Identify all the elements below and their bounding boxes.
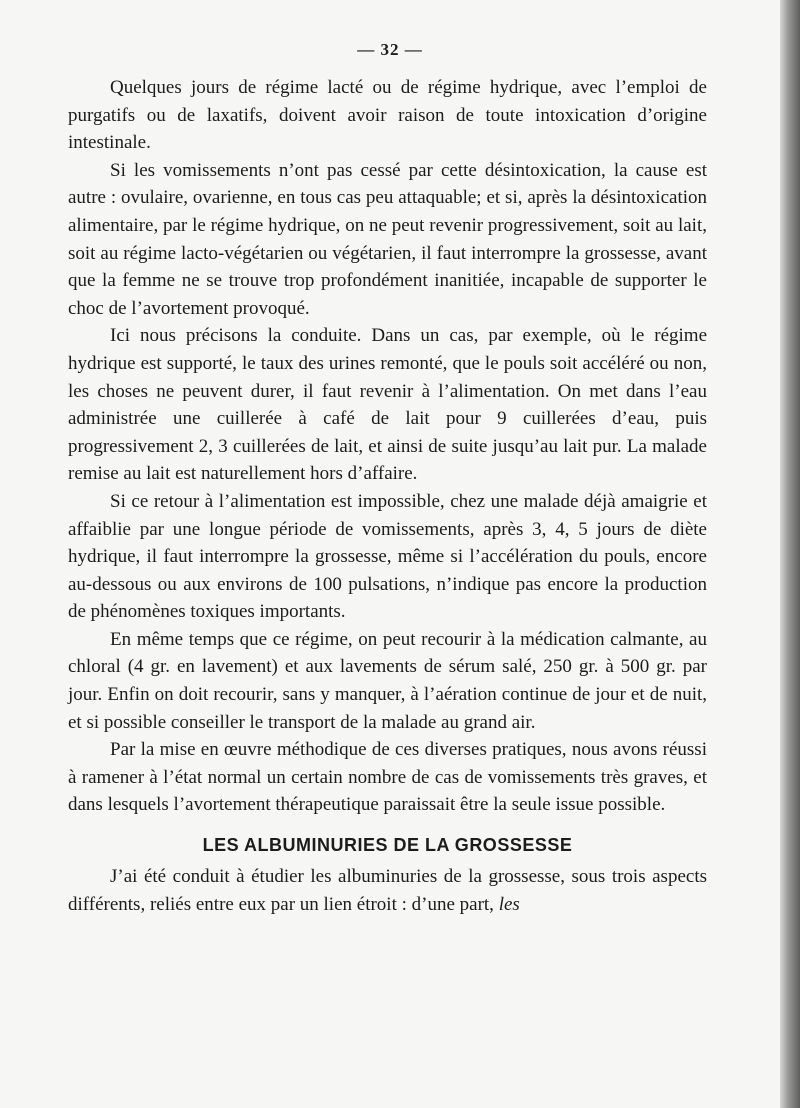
paragraph: Quelques jours de régime lacté ou de régime hydrique, avec l’emploi de purgatifs ou de laxatifs, doivent avoir raison de toute intoxication d’origine intestinale. [68, 77, 707, 154]
paragraph: Ici nous précisons la conduite. Dans un cas, par exemple, où le régime hydrique est supporté, le taux des urines remonté, que le pouls soit accéléré ou non, les choses ne peuvent durer, il faut revenir à l’alimentation. On met dans l’eau administrée une cuillerée à café de lait pour 9 cuillerées d’eau, puis progressivement 2, 3 cuillerées de lait, et ainsi de suite jusqu’au lait pur. La malade remise au lait est naturellement hors d’affaire. [68, 325, 707, 485]
paragraph: En même temps que ce régime, on peut recourir à la médication calmante, au chloral (4 gr. en lavement) et aux lavements de sérum salé, 250 gr. à 500 gr. par jour. Enfin on doit recourir, sans y manquer, à l’aération continue de jour et de nuit, et si possible conseiller le transport de la malade au grand air. [68, 628, 707, 733]
paragraph: Par la mise en œuvre méthodique de ces diverses pratiques, nous avons réussi à ramener à l’état normal un certain nombre de cas de vomissements très graves, et dans lesquels l’avortement thérapeutique paraissait être la seule issue possible. [68, 739, 707, 816]
paragraph-last-text: J’ai été conduit à étudier les albuminuries de la grossesse, sous trois aspects différents, reliés entre eux par un lien étroit : d’une part, [68, 866, 707, 915]
section-heading: LES ALBUMINURIES DE LA GROSSESSE [202, 835, 573, 856]
body-text [68, 74, 707, 918]
page-number: — 32 — [357, 40, 423, 59]
paragraph-last-italic: les [498, 893, 520, 915]
paragraph-last [68, 863, 707, 918]
paragraph: Si ce retour à l’alimentation est impossible, chez une malade déjà amaigrie et affaiblie par une longue période de vomissements, après 3, 4, 5 jours de diète hydrique, il faut interrompre la grossesse, même si l’accélération du pouls, encore au-dessous ou aux environs de 100 pulsations, n’indique pas encore la production de phénomènes toxiques importants. [68, 490, 707, 623]
paragraph: Si les vomissements n’ont pas cessé par cette désintoxication, la cause est autre : ovulaire, ovarienne, en tous cas peu attaquable; et si, après la désintoxication alimentaire, par le régime hydrique, on ne peut revenir progressivement, soit au lait, soit au régime lacto-végétarien ou végétarien, il faut interrompre la grossesse, avant que la femme ne se trouve trop profondément inanitiée, incapable de supporter le choc de l’avortement provoqué. [68, 159, 707, 319]
scan-edge-shadow [780, 0, 800, 1108]
